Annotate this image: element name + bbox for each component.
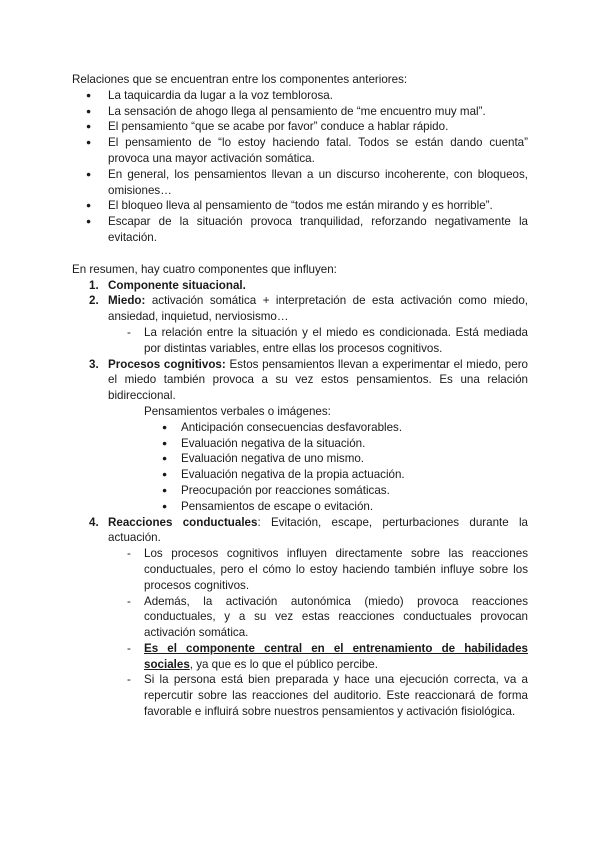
pensamientos-list [72, 420, 528, 515]
item-number: 4. [89, 515, 99, 529]
component-text: activación somática + interpretación de esta activación como miedo, ansiedad, inquietud, nerviosismo… [108, 294, 528, 324]
item-number: 2. [89, 294, 99, 308]
component-title: Componente situacional. [108, 278, 246, 292]
component-title: Procesos cognitivos: [108, 357, 226, 371]
sub-item: - Los procesos cognitivos influyen directamente sobre las reacciones conductuales, pero el cómo lo estoy haciendo también influye sobre los procesos cognitivos. [108, 546, 528, 593]
list-item: ● La sensación de ahogo llega al pensamiento de “me encuentro muy mal”. [72, 104, 528, 120]
sub-item-highlight [108, 641, 528, 673]
highlight-text: Es el componente central en el entrenamiento de habilidades sociales [144, 641, 528, 671]
list-item: ● Preocupación por reacciones somáticas. [72, 483, 528, 499]
document-page [72, 72, 528, 720]
list-item: ● Pensamientos de escape o evitación. [72, 499, 528, 515]
sub-item: - La relación entre la situación y el miedo es condicionada. Está mediada por distintas variables, entre ellas los procesos cognitivos. [108, 325, 528, 357]
component-item-situacional [72, 278, 528, 294]
component-title: Reacciones conductuales [108, 515, 258, 529]
component-item-conductuales [72, 515, 528, 720]
components-list [72, 278, 528, 404]
sub-item: - Además, la activación autonómica (miedo) provoca reacciones conductuales, y a su vez estas reacciones conductuales provocan activación somática. [108, 594, 528, 641]
list-item: ● El pensamiento de “lo estoy haciendo fatal. Todos se están dando cuenta” provoca una mayor activación somática. [72, 135, 528, 167]
component-text: : Evitación, escape, perturbaciones durante la actuación. [108, 515, 528, 545]
list-item: ● Evaluación negativa de la propia actuación. [72, 467, 528, 483]
list-item: ● En general, los pensamientos llevan a un discurso incoherente, con bloqueos, omisiones… [72, 167, 528, 199]
pensamientos-label: Pensamientos verbales o imágenes: [144, 404, 331, 418]
intro-paragraph: Relaciones que se encuentran entre los componentes anteriores: [72, 73, 408, 86]
sub-item: - Si la persona está bien preparada y hace una ejecución correcta, va a repercutir sobre las reacciones del auditorio. Este reaccionará de forma favorable e influirá sobre nuestros pensamientos y activación fisiológica. [108, 672, 528, 719]
list-item: ● Escapar de la situación provoca tranquilidad, reforzando negativamente la evitación. [72, 214, 528, 246]
list-item: ● El bloqueo lleva al pensamiento de “todos me están mirando y es horrible”. [72, 198, 528, 214]
list-item: ● La taquicardia da lugar a la voz temblorosa. [72, 88, 528, 104]
sub-list [108, 325, 528, 357]
item-number: 3. [89, 357, 99, 371]
component-item-miedo [72, 293, 528, 356]
list-item: ● El pensamiento “que se acabe por favor” conduce a hablar rápido. [72, 119, 528, 135]
relations-list [72, 88, 528, 246]
highlight-rest: , ya que es lo que el público percibe. [189, 657, 378, 671]
list-item: ● Evaluación negativa de uno mismo. [72, 451, 528, 467]
component-item-cognitivos [72, 357, 528, 404]
list-item: ● Evaluación negativa de la situación. [72, 436, 528, 452]
components-list-cont [72, 515, 528, 720]
component-text: Estos pensamientos llevan a experimentar el miedo, pero el miedo también provoca a su vez estos pensamientos. Es una relación bidireccional. [108, 357, 528, 403]
summary-paragraph: En resumen, hay cuatro componentes que influyen: [72, 262, 337, 276]
list-item: ● Anticipación consecuencias desfavorables. [72, 420, 528, 436]
sub-list [108, 546, 528, 720]
spacer [72, 246, 528, 262]
component-title: Miedo: [108, 294, 146, 308]
item-number: 1. [89, 278, 99, 292]
